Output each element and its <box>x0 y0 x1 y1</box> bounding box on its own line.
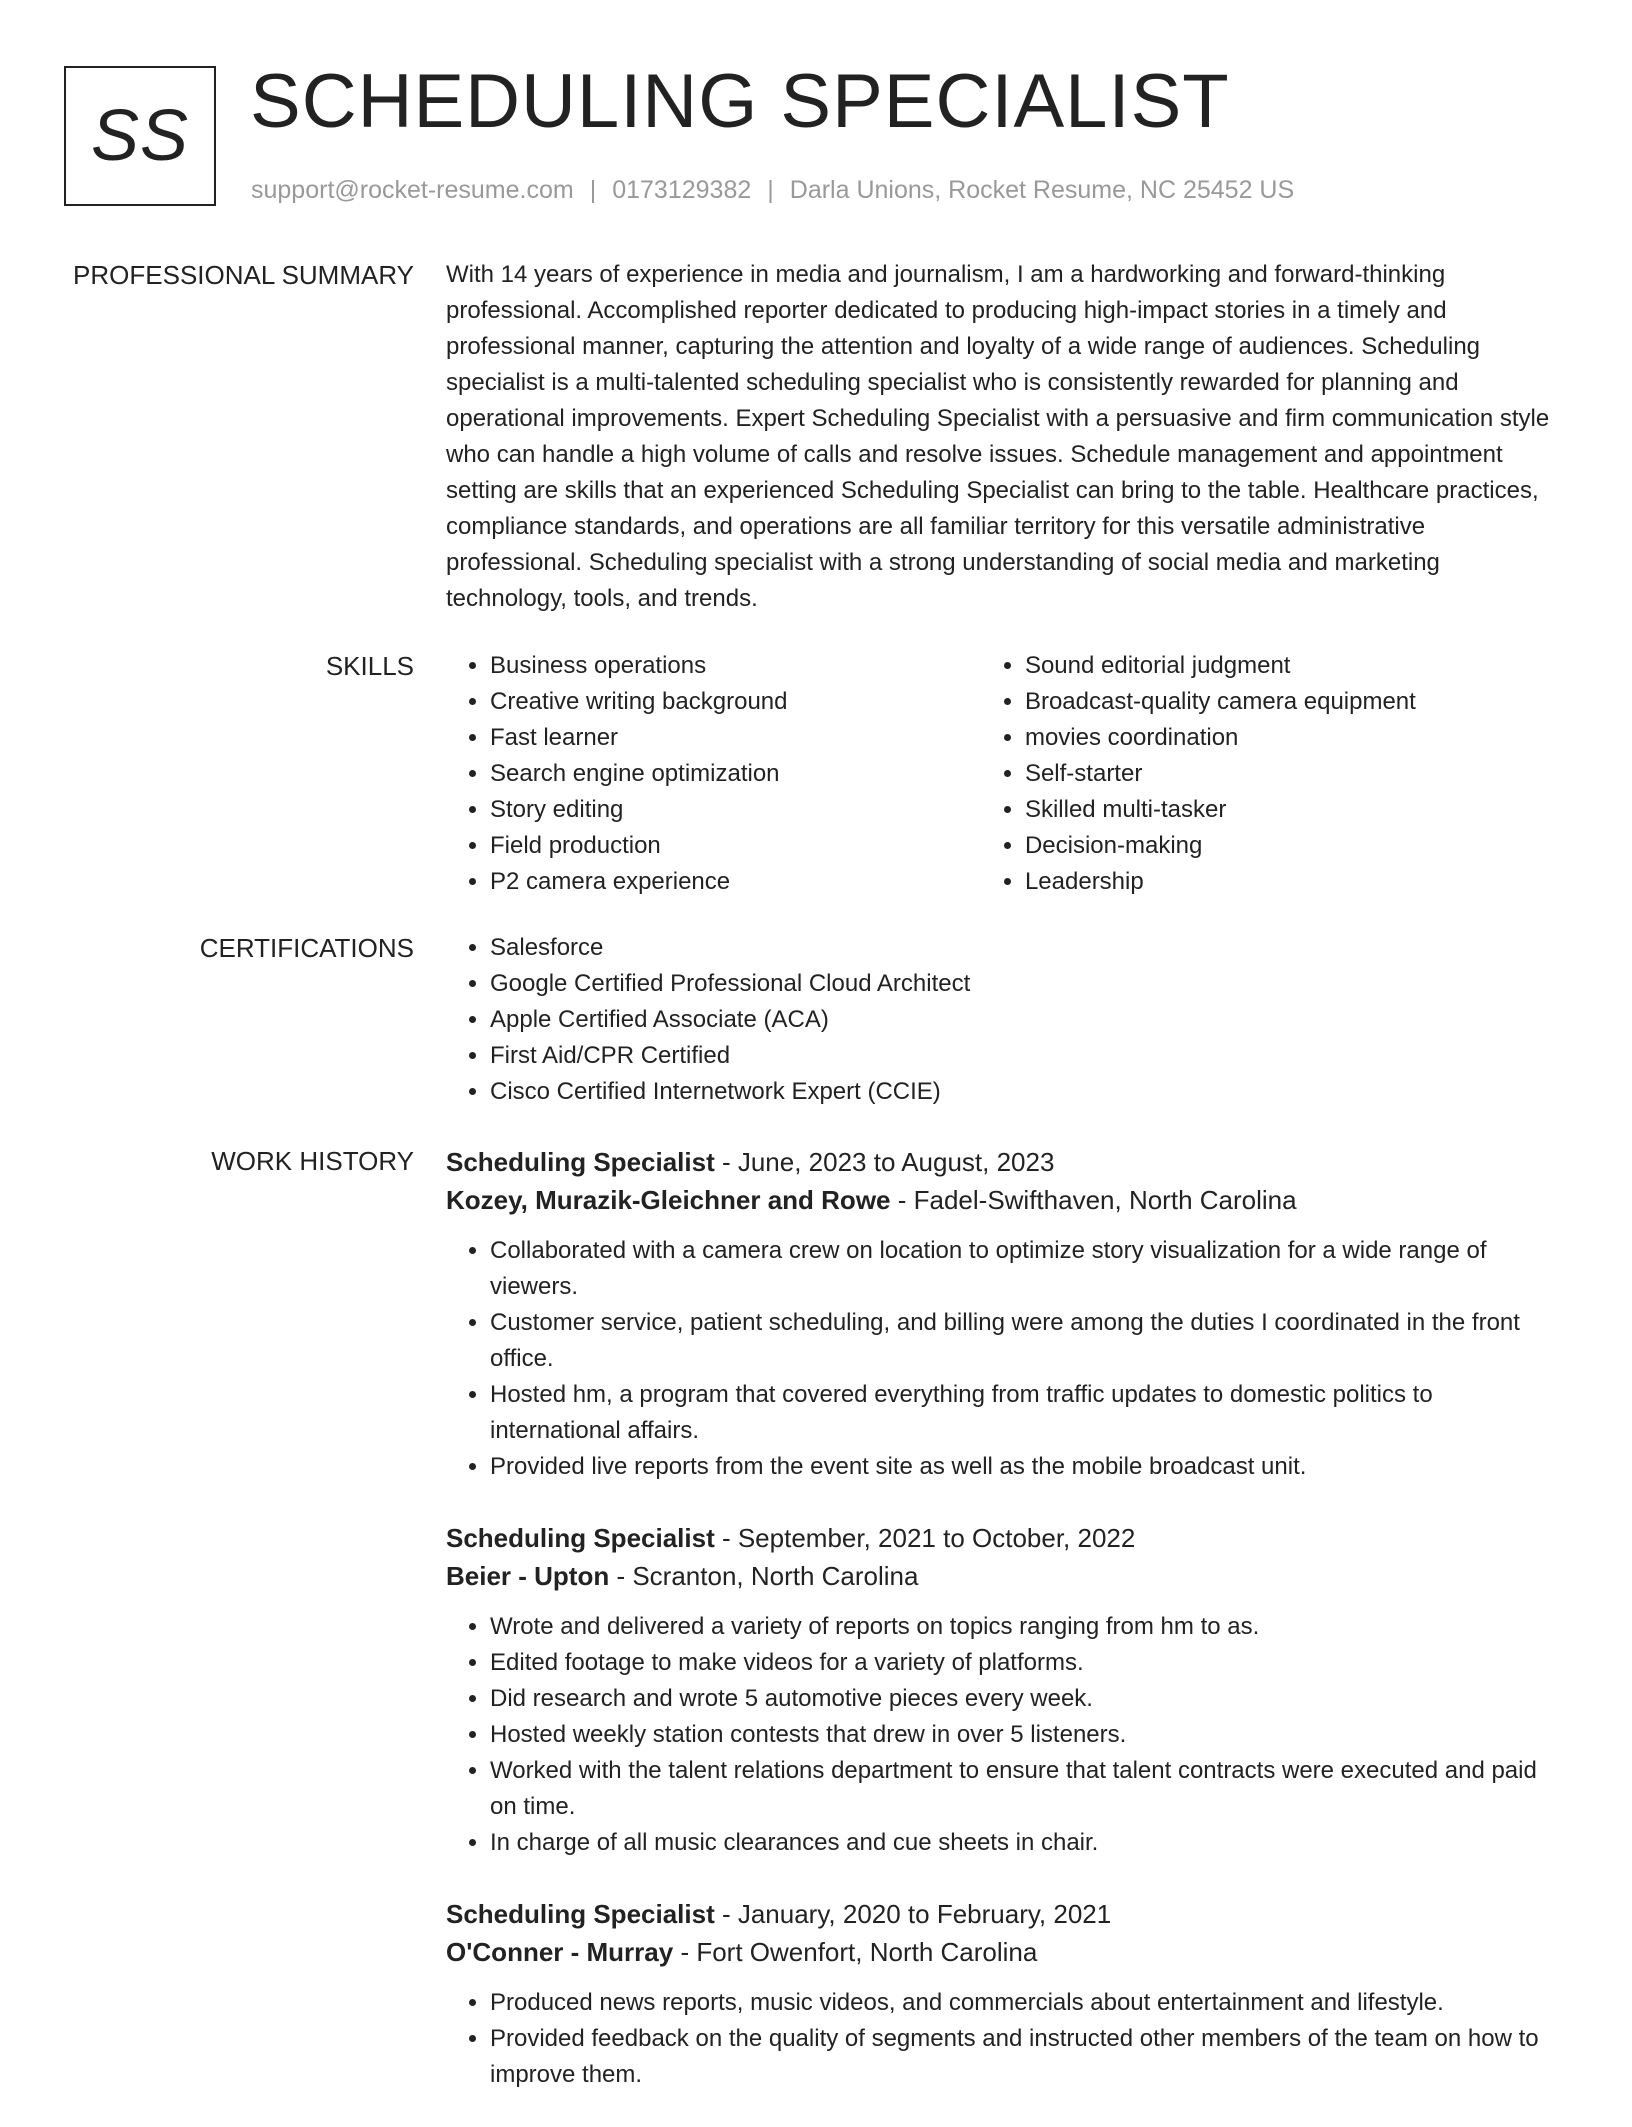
job-location: - Fort Owenfort, North Carolina <box>673 1937 1038 1967</box>
skill-item: • Search engine optimization <box>490 756 977 792</box>
job-dates: - September, 2021 to October, 2022 <box>714 1523 1136 1553</box>
job-bullet: • In charge of all music clearances and cue sheets in chair. <box>490 1825 1566 1861</box>
work-history-heading: WORK HISTORY <box>211 1146 414 1176</box>
skill-item: • Self-starter <box>1025 756 1566 792</box>
certifications-heading: CERTIFICATIONS <box>199 933 414 963</box>
skill-item: • Creative writing background <box>490 684 977 720</box>
contact-separator: | <box>767 176 774 204</box>
skill-item: • Story editing <box>490 792 977 828</box>
job-company-line <box>446 1933 1566 1971</box>
job-location: - Scranton, North Carolina <box>609 1561 919 1591</box>
skill-item: • Fast learner <box>490 720 977 756</box>
job-bullet: • Customer service, patient scheduling, and billing were among the duties I coordinated in the front office. <box>490 1305 1566 1377</box>
monogram-box <box>64 66 216 206</box>
contact-email: support@rocket-resume.com <box>251 176 574 204</box>
resume-title: SCHEDULING SPECIALIST <box>250 59 1230 144</box>
job-bullet: • Provided live reports from the event site as well as the mobile broadcast unit. <box>490 1449 1566 1485</box>
job-bullet: • Worked with the talent relations department to ensure that talent contracts were executed and paid on time. <box>490 1753 1566 1825</box>
job-title-line <box>446 1519 1566 1557</box>
skill-item: • Sound editorial judgment <box>1025 648 1566 684</box>
contact-line <box>251 174 1294 206</box>
skill-item: • Broadcast-quality camera equipment <box>1025 684 1566 720</box>
certification-item: • First Aid/CPR Certified <box>490 1038 1566 1074</box>
job-bullets <box>446 1609 1566 1861</box>
job-title-line <box>446 1895 1566 1933</box>
job-company: Kozey, Murazik-Gleichner and Rowe <box>446 1185 891 1215</box>
job-bullets <box>446 1233 1566 1485</box>
skills-content <box>446 648 1566 900</box>
certification-item: • Salesforce <box>490 930 1566 966</box>
job-bullet: • Produced news reports, music videos, and commercials about entertainment and lifestyle. <box>490 1985 1566 2021</box>
contact-separator: | <box>589 176 597 204</box>
job-dates: - January, 2020 to February, 2021 <box>714 1899 1112 1929</box>
skill-item: • movies coordination <box>1025 720 1566 756</box>
job-title: Scheduling Specialist <box>446 1147 715 1177</box>
certification-item: • Apple Certified Associate (ACA) <box>490 1002 1566 1038</box>
skills-column-2 <box>977 648 1566 900</box>
job-dates: - June, 2023 to August, 2023 <box>714 1147 1055 1177</box>
job-bullet: • Hosted hm, a program that covered everything from traffic updates to domestic politics to international affairs. <box>490 1377 1566 1449</box>
job-company-line <box>446 1557 1566 1595</box>
job-bullet: • Edited footage to make videos for a variety of platforms. <box>490 1645 1566 1681</box>
job-entry <box>446 1519 1566 1861</box>
job-location: - Fadel-Swifthaven, North Carolina <box>890 1185 1297 1215</box>
job-bullet: • Collaborated with a camera crew on location to optimize story visualization for a wide range of viewers. <box>490 1233 1566 1305</box>
skill-item: • Decision-making <box>1025 828 1566 864</box>
summary-text: With 14 years of experience in media and journalism, I am a hardworking and forward-thinking professional. Accomplished reporter dedicated to producing high-impact stories in a timely and professional manner, capturing the attention and loyalty of a wide range of audiences. Scheduling specialist is a multi-talented scheduling specialist who is consistently rewarded for planning and operational improvements. Expert Scheduling Specialist with a persuasive and firm communication style who can handle a high volume of calls and resolve issues. Schedule management and appointment setting are skills that an experienced Scheduling Specialist can bring to the table. Healthcare practices, compliance standards, and operations are all familiar territory for this versatile administrative professional. Scheduling specialist with a strong understanding of social media and marketing technology, tools, and trends. <box>446 261 1550 612</box>
job-bullets <box>446 1985 1566 2093</box>
work-history-content <box>446 1143 1566 2127</box>
summary-heading: PROFESSIONAL SUMMARY <box>73 260 414 290</box>
skill-item: • Skilled multi-tasker <box>1025 792 1566 828</box>
monogram-initials: SS <box>90 96 190 176</box>
certifications-content <box>446 930 1566 1110</box>
job-title-line <box>446 1143 1566 1181</box>
certifications-list <box>446 930 1566 1110</box>
job-company: O'Conner - Murray <box>446 1937 674 1967</box>
job-bullet: • Provided feedback on the quality of segments and instructed other members of the team on how to improve them. <box>490 2021 1566 2093</box>
contact-phone: 0173129382 <box>612 176 752 204</box>
job-bullet: • Did research and wrote 5 automotive pieces every week. <box>490 1681 1566 1717</box>
skill-item: • Field production <box>490 828 977 864</box>
skill-item: • Leadership <box>1025 864 1566 900</box>
job-bullet: • Hosted weekly station contests that drew in over 5 listeners. <box>490 1717 1566 1753</box>
job-title: Scheduling Specialist <box>446 1899 715 1929</box>
job-company: Beier - Upton <box>446 1561 610 1591</box>
job-bullet: • Wrote and delivered a variety of reports on topics ranging from hm to as. <box>490 1609 1566 1645</box>
certification-item: • Cisco Certified Internetwork Expert (CCIE) <box>490 1074 1566 1110</box>
summary-content <box>446 257 1566 617</box>
job-entry <box>446 1143 1566 1485</box>
job-entry <box>446 1895 1566 2093</box>
skills-heading: SKILLS <box>325 651 414 681</box>
job-company-line <box>446 1181 1566 1219</box>
skill-item: • P2 camera experience <box>490 864 977 900</box>
skill-item: • Business operations <box>490 648 977 684</box>
skills-column-1 <box>446 648 977 900</box>
contact-address: Darla Unions, Rocket Resume, NC 25452 US <box>789 176 1295 204</box>
job-title: Scheduling Specialist <box>446 1523 715 1553</box>
certification-item: • Google Certified Professional Cloud Architect <box>490 966 1566 1002</box>
